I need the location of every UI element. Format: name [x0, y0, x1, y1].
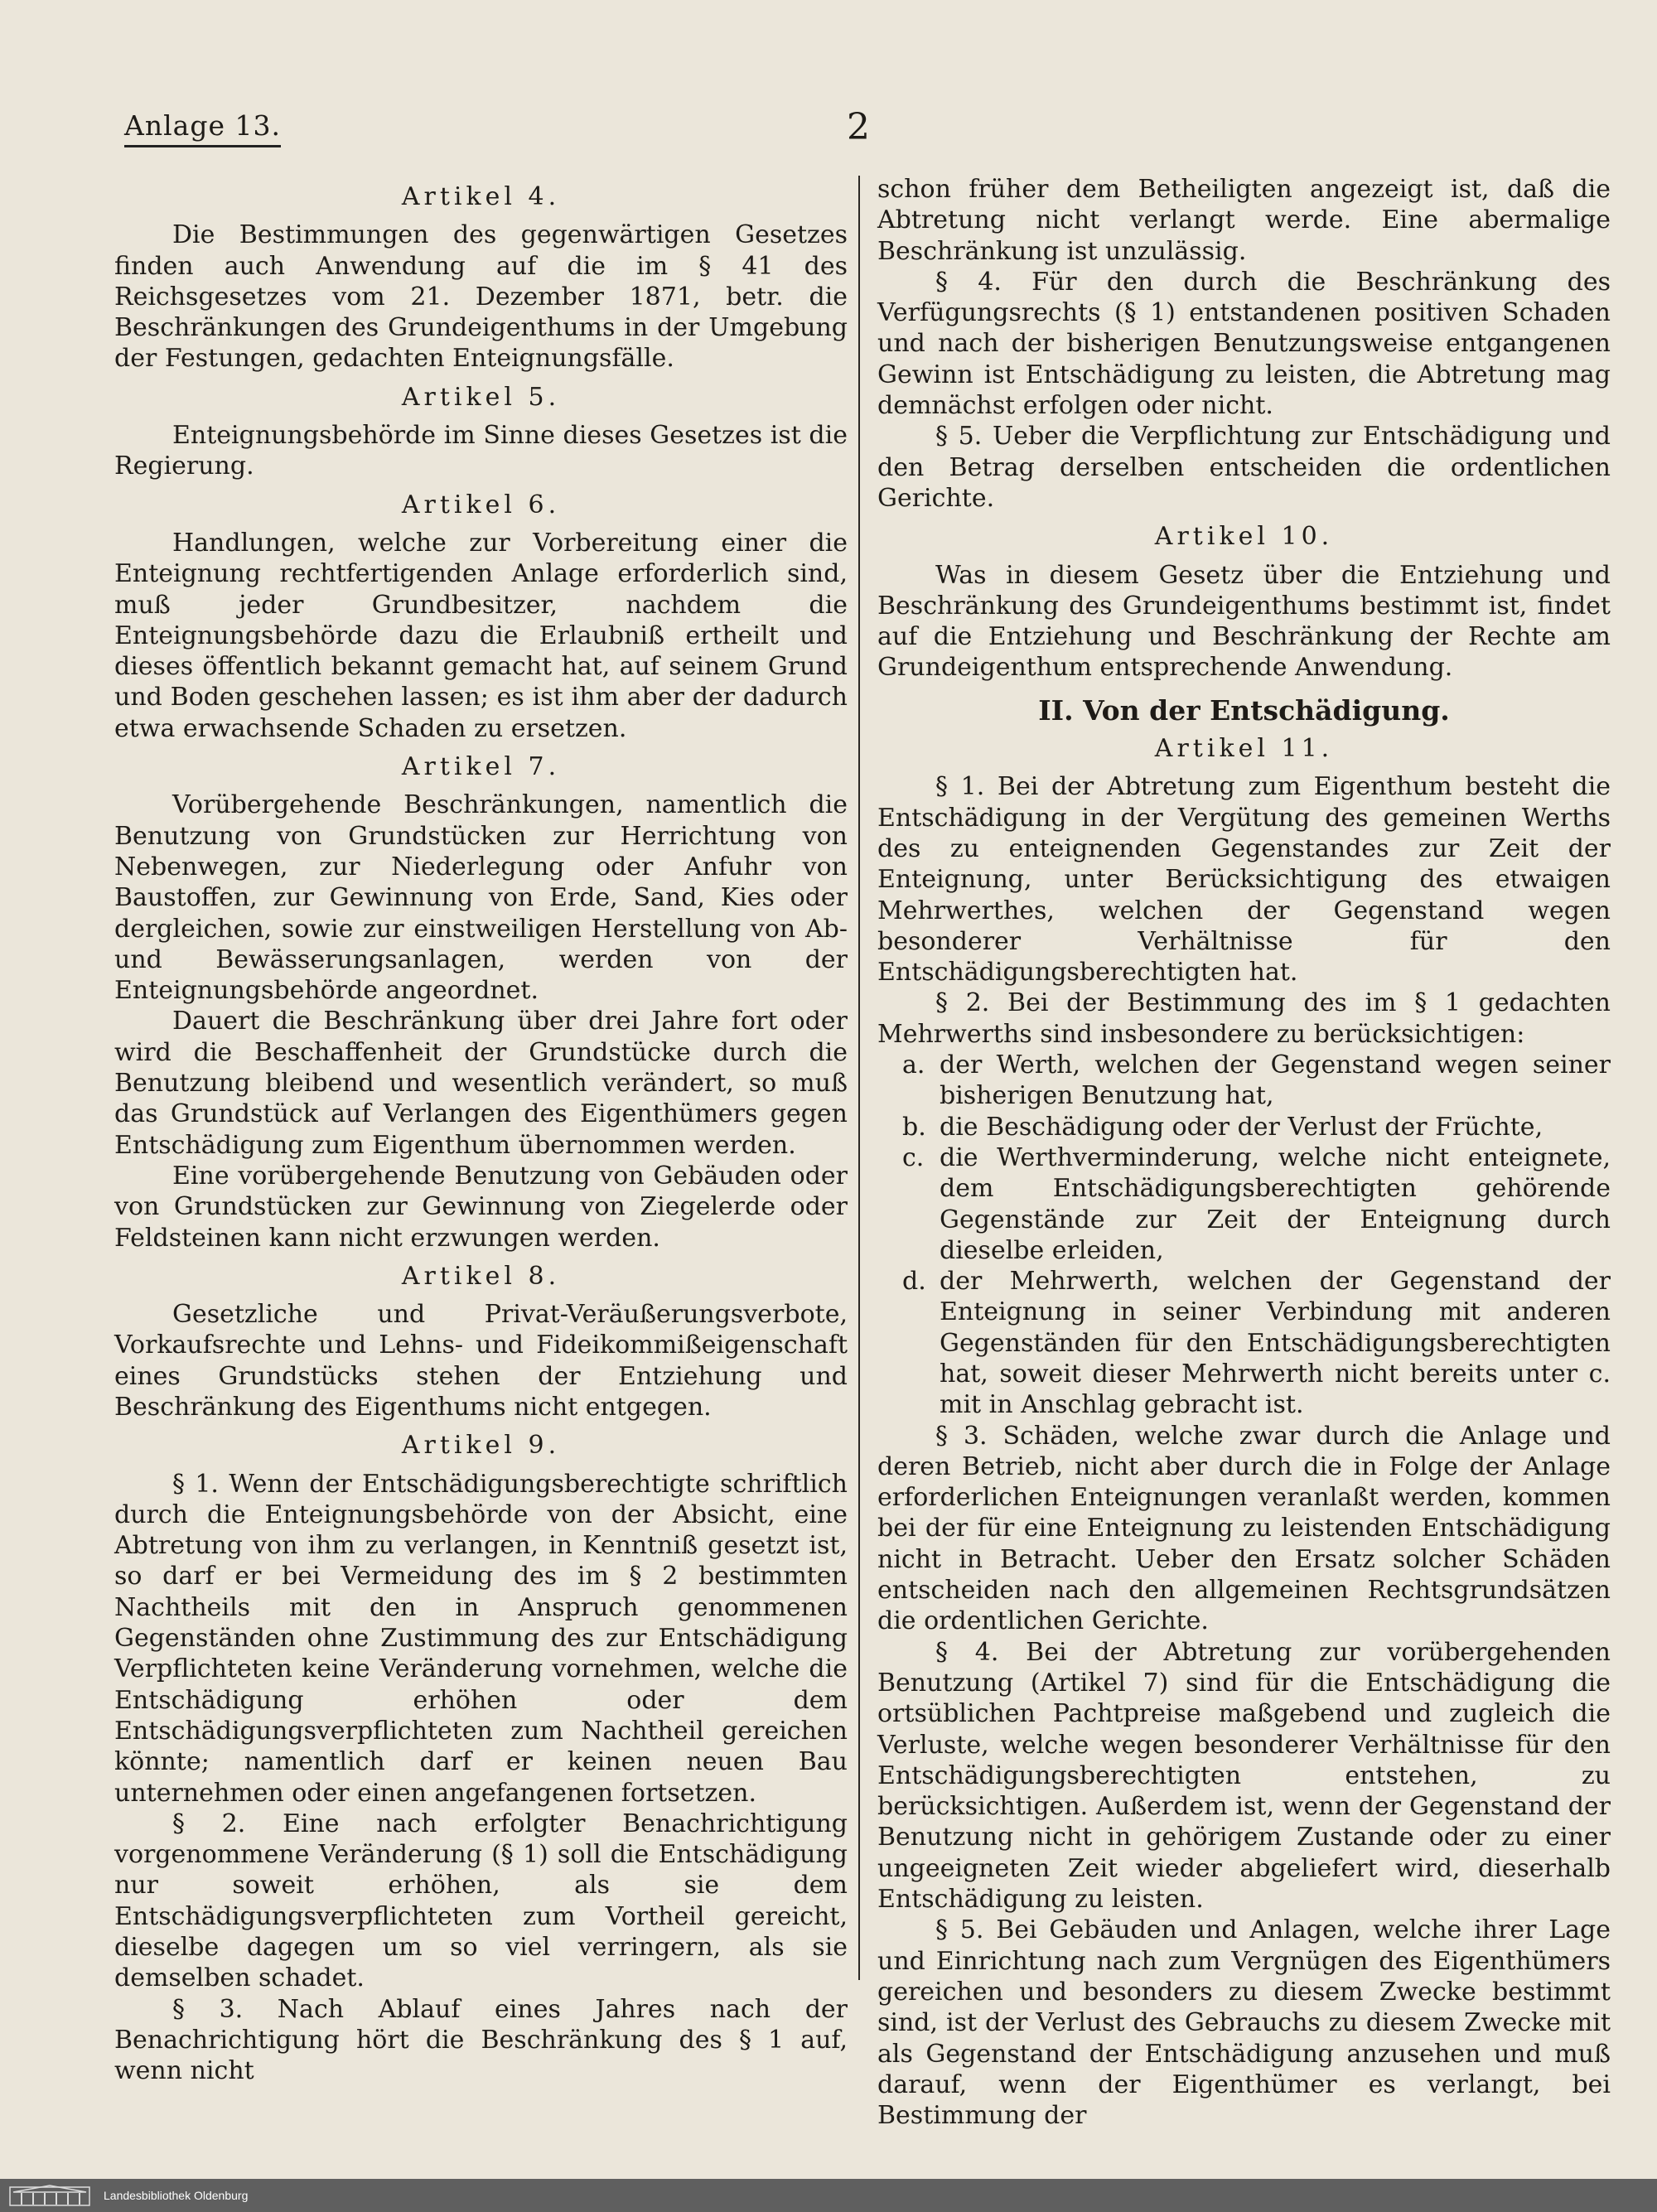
list-item: [902, 1050, 1611, 1112]
paragraph: § 5. Bei Gebäuden und Anlagen, welche ihrer Lage und Einrichtung nach zum Vergnügen des Eigenthümers gereichen und besonders zu diesem Zwecke bestimmt sind, ist der Verlust des Gebrauchs zu diesem Zwecke mit als Gegenstand der Entschädigung anzusehen und muß darauf, wenn der Eigenthümer es verlangt, bei Bestimmung der: [877, 1915, 1611, 2131]
right-column: [877, 174, 1611, 2131]
list-item-label: c.: [902, 1142, 925, 1172]
column-divider: [858, 176, 860, 1980]
paragraph: Gesetzliche und Privat-Veräußerungsverbote, Vorkaufsrechte und Lehns- und Fideikommißeigenschaft eines Grundstücks stehen der Entziehung und Beschränkung des Eigenthums nicht entgegen.: [114, 1300, 848, 1422]
annex-label: Anlage 13.: [124, 109, 281, 147]
paragraph: Enteignungsbehörde im Sinne dieses Gesetzes ist die Regierung.: [114, 421, 848, 481]
article-heading: Artikel 5.: [401, 382, 561, 412]
library-building-icon: [8, 2184, 91, 2207]
paragraph: § 5. Ueber die Verpflichtung zur Entschädigung und den Betrag derselben entscheiden die ordentlichen Gerichte.: [877, 422, 1611, 513]
paragraph: § 3. Nach Ablauf eines Jahres nach der Benachrichtigung hört die Beschränkung des § 1 auf, wenn nicht: [114, 1994, 848, 2086]
library-footer-bar: [0, 2179, 1657, 2212]
article-heading: Artikel 11.: [1154, 734, 1334, 764]
list-item-label: b.: [902, 1112, 926, 1142]
list-item-label: d.: [902, 1267, 926, 1297]
left-column: [114, 174, 848, 2087]
paragraph: Eine vorübergehende Benutzung von Gebäuden oder von Grundstücken zur Gewinnung von Ziegelerde oder Feldsteinen kann nicht erzwungen werden.: [114, 1161, 848, 1253]
article-heading: Artikel 7.: [401, 752, 561, 782]
paragraph: Vorübergehende Beschränkungen, namentlich die Benutzung von Grundstücken zur Herrichtung von Nebenwegen, zur Niederlegung oder Anfuhr von Baustoffen, zur Gewinnung von Erde, Sand, Kies oder dergleichen, sowie zur einstweiligen Herstellung von Ab- und Bewässerungsanlagen, werden von der Enteignungsbehörde angeordnet.: [114, 790, 848, 1006]
list-item-text: der Mehrwerth, welchen der Gegenstand der Enteignung in seiner Verbindung mit anderen Gegenständen für den Entschädigungsberechtigten hat, soweit dieser Mehrwerth nicht bereits unter c. mit in Anschlag gebracht ist.: [940, 1267, 1611, 1420]
paragraph: § 3. Schäden, welche zwar durch die Anlage und deren Betrieb, nicht aber durch die in Folge der Anlage erforderlichen Enteignungen veranlaßt werden, kommen bei der für eine Enteignung zu leistenden Entschädigung nicht in Betracht. Ueber den Ersatz solcher Schäden entscheiden nach den allgemeinen Rechtsgrundsätzen die ordentlichen Gerichte.: [877, 1421, 1611, 1636]
page-number: 2: [847, 106, 870, 148]
paragraph: schon früher dem Betheiligten angezeigt ist, daß die Abtretung nicht verlangt werde. Eine abermalige Beschränkung ist unzulässig.: [877, 175, 1611, 266]
paragraph: § 2. Eine nach erfolgter Benachrichtigung vorgenommene Veränderung (§ 1) soll die Entschädigung nur soweit erhöhen, als sie dem Entschädigungsverpflichteten zum Vortheil gereicht, dieselbe dagegen um so viel verringern, als sie demselben schadet.: [114, 1809, 848, 1993]
list-item-text: die Werthverminderung, welche nicht enteignete, dem Entschädigungsberechtigten gehörende Gegenstände zur Zeit der Enteignung durch dieselbe erleiden,: [940, 1142, 1611, 1265]
paragraph: § 1. Bei der Abtretung zum Eigenthum besteht die Entschädigung in der Vergütung des gemeinen Werths des zu enteignenden Gegenstandes zur Zeit der Enteignung, unter Berücksichtigung des etwaigen Mehrwerthes, welchen der Gegenstand wegen besonderer Verhältnisse für den Entschädigungsberechtigten hat.: [877, 772, 1611, 988]
article-heading: Artikel 8.: [401, 1261, 561, 1291]
paragraph: § 4. Bei der Abtretung zur vorübergehenden Benutzung (Artikel 7) sind für die Entschädigung die ortsüblichen Pachtpreise maßgebend und zugleich die Verluste, welche wegen besonderer Verhältnisse für den Entschädigungsberechtigten entstehen, zu berücksichtigen. Außerdem ist, wenn der Gegenstand der Benutzung nicht in gehörigem Zustande oder zu einer ungeeigneten Zeit wieder abgeliefert wird, dieserhalb Entschädigung zu leisten.: [877, 1637, 1611, 1915]
paragraph: Was in diesem Gesetz über die Entziehung und Beschränkung des Grundeigenthums bestimmt ist, findet auf die Entziehung und Beschränkung der Rechte am Grundeigenthum entsprechende Anwendung.: [877, 560, 1611, 683]
paragraph: § 4. Für den durch die Beschränkung des Verfügungsrechts (§ 1) entstandenen positiven Schaden und nach der bisherigen Benutzungsweise entgangenen Gewinn ist Entschädigung zu leisten, die Abtretung mag demnächst erfolgen oder nicht.: [877, 267, 1611, 421]
list-item-text: der Werth, welchen der Gegenstand wegen seiner bisherigen Benutzung hat,: [940, 1050, 1611, 1111]
list-item-text: die Beschädigung oder der Verlust der Früchte,: [940, 1112, 1543, 1142]
paragraph: Handlungen, welche zur Vorbereitung einer die Enteignung rechtfertigenden Anlage erforderlich sind, muß jeder Grundbesitzer, nachdem die Enteignungsbehörde dazu die Erlaubniß ertheilt und dieses öffentlich bekannt gemacht hat, auf seinem Grund und Boden geschehen lassen; es ist ihm aber der dadurch etwa erwachsende Schaden zu ersetzen.: [114, 528, 848, 743]
article-heading: Artikel 6.: [401, 490, 561, 519]
article-heading: Artikel 9.: [401, 1431, 561, 1461]
list-item: [902, 1142, 1611, 1266]
section-heading: II. Von der Entschädigung.: [1038, 693, 1450, 727]
list-item-label: a.: [902, 1050, 925, 1080]
article-heading: Artikel 4.: [401, 182, 561, 211]
paragraph: Dauert die Beschränkung über drei Jahre fort oder wird die Beschaffenheit der Grundstücke durch die Benutzung bleibend und wesentlich verändert, so muß das Grundstück auf Verlangen des Eigenthümers gegen Entschädigung zum Eigenthum übernommen werden.: [114, 1007, 848, 1160]
paragraph: § 1. Wenn der Entschädigungsberechtigte schriftlich durch die Enteignungsbehörde von der Absicht, eine Abtretung von ihm zu verlangen, in Kenntniß gesetzt ist, so darf er bei Vermeidung des im § 2 bestimmten Nachtheils mit den in Anspruch genommenen Gegenständen ohne Zustimmung des zur Entschädigung Verpflichteten keine Veränderung vornehmen, welche die Entschädigung erhöhen oder dem Entschädigungsverpflichteten zum Nachtheil gereichen könnte; namentlich darf er keinen neuen Bau unternehmen oder einen angefangenen fortsetzen.: [114, 1469, 848, 1808]
list-item: [902, 1266, 1611, 1420]
library-name: Landesbibliothek Oldenburg: [104, 2189, 249, 2202]
paragraph: Die Bestimmungen des gegenwärtigen Gesetzes finden auch Anwendung auf die im § 41 des Reichsgesetzes vom 21. Dezember 1871, betr. die Beschränkungen des Grundeigenthums in der Umgebung der Festungen, gedachten Enteignungsfälle.: [114, 220, 848, 374]
list-item: [902, 1112, 1611, 1142]
paragraph: § 2. Bei der Bestimmung des im § 1 gedachten Mehrwerths sind insbesondere zu berücksichtigen:: [877, 988, 1611, 1049]
article-heading: Artikel 10.: [1154, 522, 1334, 552]
